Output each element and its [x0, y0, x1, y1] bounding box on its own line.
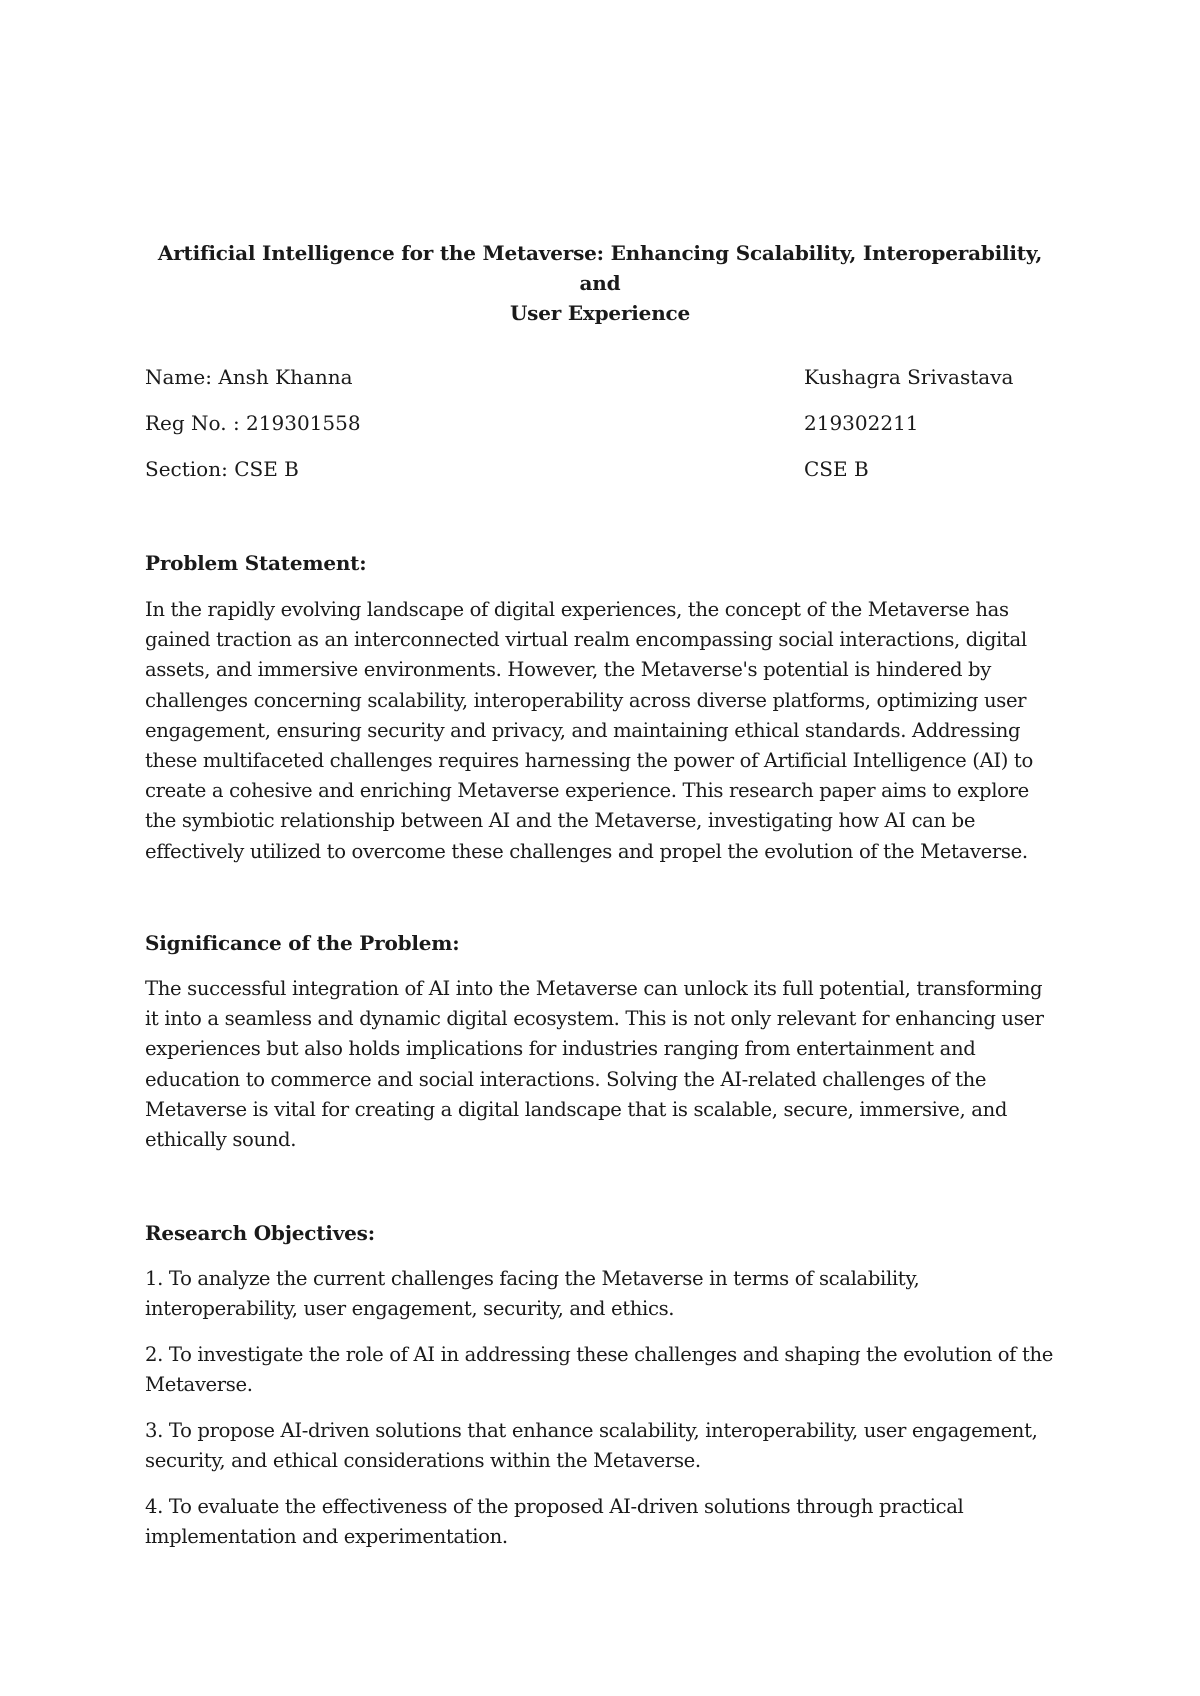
author-name-second: Kushagra Srivastava: [804, 365, 1014, 389]
objectives-heading: Research Objectives:: [145, 1221, 375, 1245]
significance-heading: Significance of the Problem:: [145, 931, 460, 955]
objective-item-2: 2. To investigate the role of AI in addressing these challenges and shaping the evolution of the Metaverse.: [145, 1343, 1053, 1397]
problem-statement-heading: Problem Statement:: [145, 551, 367, 575]
author-section-row: [145, 454, 1065, 484]
title-line-1: Artificial Intelligence for the Metaverse: Enhancing Scalability, Interoperability, and: [157, 241, 1043, 295]
author-reg-second: 219302211: [804, 411, 919, 435]
author-reg-first: Reg No. : 219301558: [145, 411, 361, 435]
problem-statement-body: In the rapidly evolving landscape of digital experiences, the concept of the Metaverse has gained traction as an interconnected virtual realm encompassing social interactions, digital assets, and immersive environments. However, the Metaverse's potential is hindered by challenges concerning scalability, interoperability across diverse platforms, optimizing user engagement, ensuring security and privacy, and maintaining ethical standards. Addressing these multifaceted challenges requires harnessing the power of Artificial Intelligence (AI) to create a cohesive and enriching Metaverse experience. This research paper aims to explore the symbiotic relationship between AI and the Metaverse, investigating how AI can be effectively utilized to overcome these challenges and propel the evolution of the Metaverse.: [145, 598, 1033, 863]
author-section-second: CSE B: [804, 457, 869, 481]
title-line-2: User Experience: [509, 301, 691, 325]
author-section-first: Section: CSE B: [145, 457, 299, 481]
objective-item-4: 4. To evaluate the effectiveness of the proposed AI-driven solutions through practical implementation and experimentation.: [145, 1495, 964, 1549]
author-reg-row: [145, 408, 1065, 438]
author-name-row: [145, 362, 1065, 392]
objective-item-1: 1. To analyze the current challenges facing the Metaverse in terms of scalability, interoperability, user engagement, security, and ethics.: [145, 1267, 920, 1321]
document-title: [140, 238, 1060, 328]
significance-body: The successful integration of AI into the Metaverse can unlock its full potential, transforming it into a seamless and dynamic digital ecosystem. This is not only relevant for enhancing user experiences but also holds implications for industries ranging from entertainment and education to commerce and social interactions. Solving the AI-related challenges of the Metaverse is vital for creating a digital landscape that is scalable, secure, immersive, and ethically sound.: [145, 977, 1044, 1152]
author-name-first: Name: Ansh Khanna: [145, 365, 353, 389]
objective-item-3: 3. To propose AI-driven solutions that enhance scalability, interoperability, user engagement, security, and ethical considerations within the Metaverse.: [145, 1419, 1038, 1473]
